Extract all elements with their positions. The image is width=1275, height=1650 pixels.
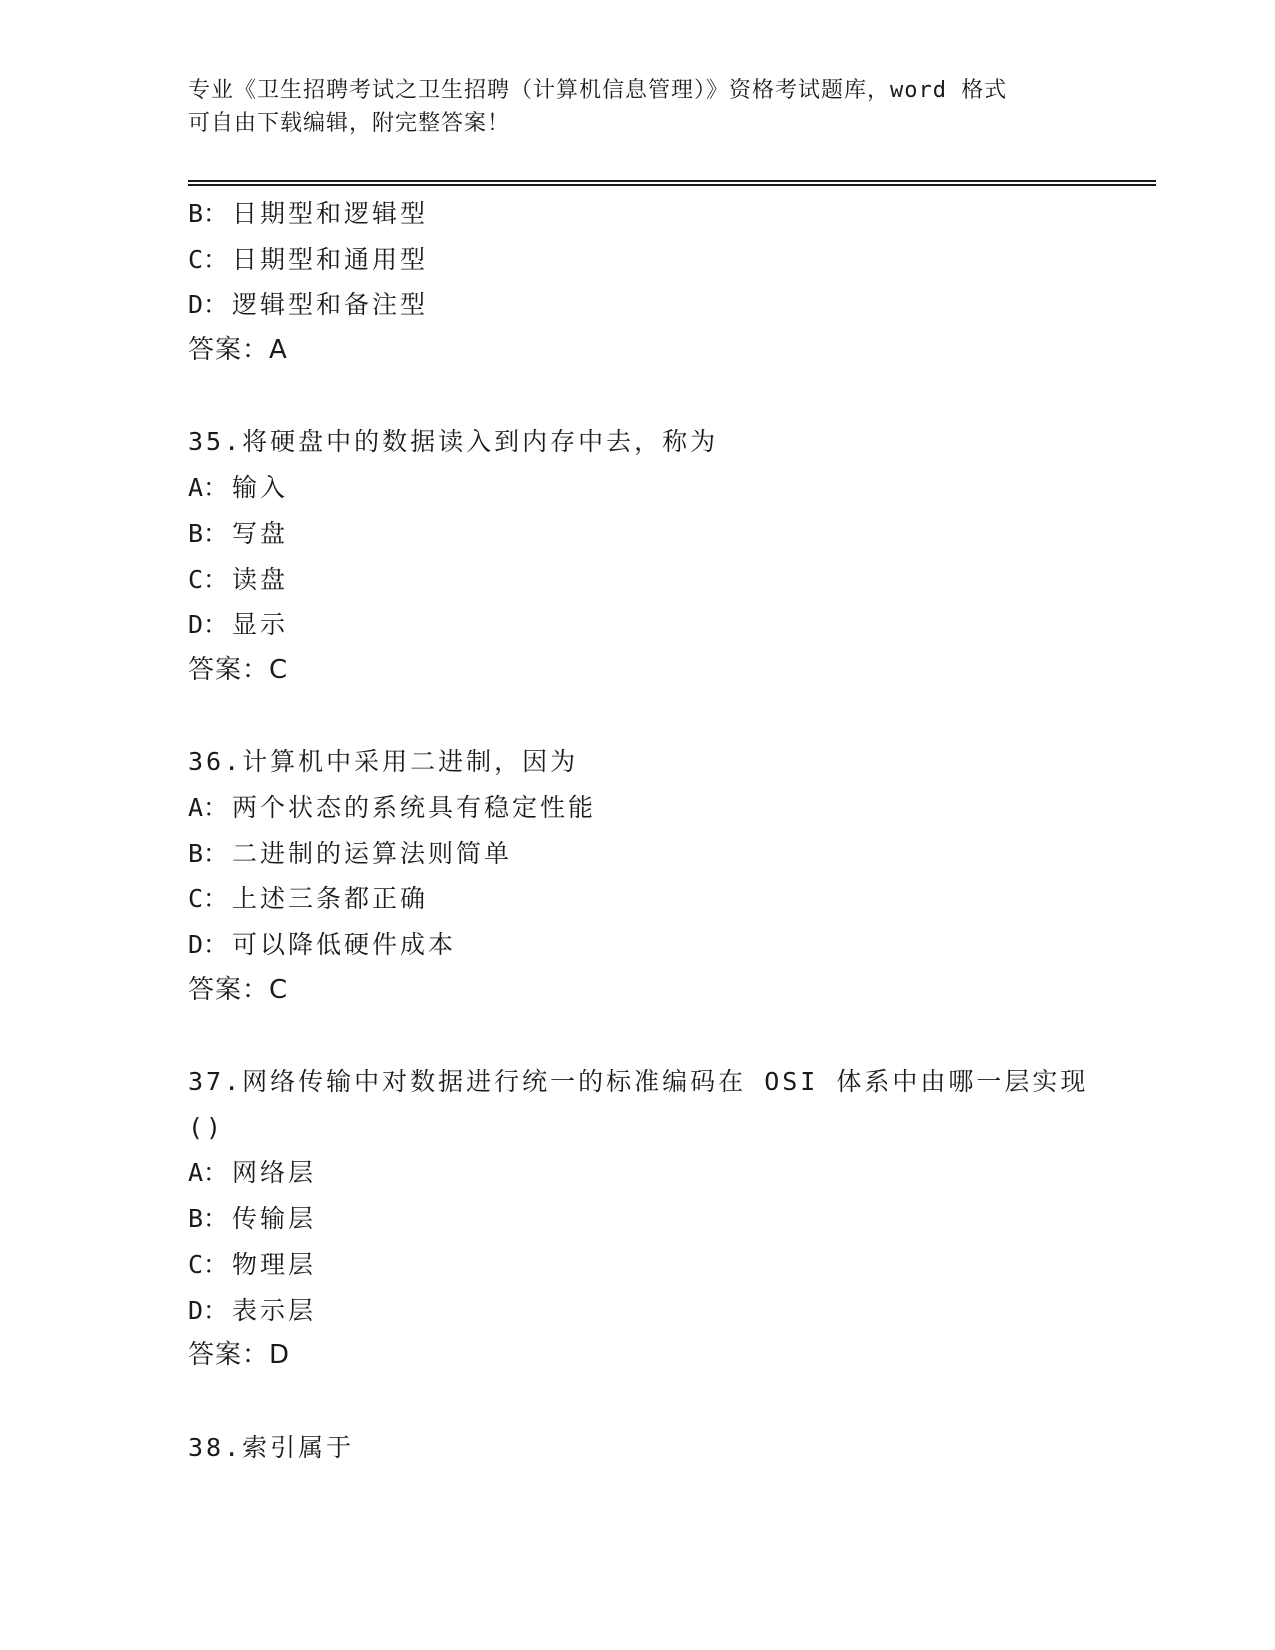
option-letter: A： xyxy=(188,1158,229,1188)
answer: 答案：A xyxy=(188,335,288,366)
option-b xyxy=(188,1196,1088,1242)
option-letter: C： xyxy=(188,1249,229,1279)
spacer xyxy=(188,1379,1088,1425)
document-header xyxy=(188,74,1088,140)
question-text-line-1: 37.网络传输中对数据进行统一的标准编码在 OSI 体系中由哪一层实现 xyxy=(188,1067,1089,1097)
option-text: 二进制的运算法则简单 xyxy=(232,838,513,868)
answer: 答案：C xyxy=(188,654,289,685)
question-38 xyxy=(188,1425,1088,1471)
question-text: 35.将硬盘中的数据读入到内存中去，称为 xyxy=(188,427,719,457)
header-line-1: 专业《卫生招聘考试之卫生招聘（计算机信息管理）》资格考试题库，word 格式 xyxy=(188,78,1008,103)
option-a xyxy=(188,1150,1088,1196)
option-text: 输入 xyxy=(232,473,289,503)
option-text: 传输层 xyxy=(232,1204,317,1234)
option-letter: A： xyxy=(188,792,229,822)
option-d xyxy=(188,922,1088,968)
option-letter: C： xyxy=(188,884,229,914)
spacer xyxy=(188,374,1088,420)
option-d xyxy=(188,1288,1088,1334)
question-text: 36.计算机中采用二进制，因为 xyxy=(188,747,579,777)
spacer xyxy=(188,694,1088,740)
question-36 xyxy=(188,739,1088,1013)
header-divider-bottom xyxy=(188,184,1156,186)
question-text-line-2: () xyxy=(188,1112,225,1142)
option-c xyxy=(188,557,1088,603)
question-35 xyxy=(188,419,1088,693)
option-text: 可以降低硬件成本 xyxy=(232,930,457,959)
option-text: 显示 xyxy=(232,610,289,640)
option-letter: B： xyxy=(188,1204,229,1234)
question-text: 38.索引属于 xyxy=(188,1432,355,1462)
option-c xyxy=(188,876,1088,922)
question-34-continued xyxy=(188,191,1088,374)
option-b xyxy=(188,831,1088,877)
answer: 答案：C xyxy=(188,974,289,1005)
option-c xyxy=(188,1242,1088,1288)
option-a xyxy=(188,785,1088,831)
option-letter: B： xyxy=(188,518,229,548)
option-letter: B： xyxy=(188,199,229,228)
option-text: 日期型和通用型 xyxy=(232,244,429,274)
option-c xyxy=(188,237,1088,283)
option-letter: A： xyxy=(188,473,229,503)
option-b xyxy=(188,191,1088,237)
header-divider-top xyxy=(188,180,1156,182)
option-text: 日期型和逻辑型 xyxy=(232,199,429,228)
option-text: 两个状态的系统具有稳定性能 xyxy=(232,792,597,822)
option-text: 逻辑型和备注型 xyxy=(232,290,429,320)
option-letter: D： xyxy=(188,290,229,320)
question-list xyxy=(188,191,1088,1470)
option-letter: B： xyxy=(188,838,229,868)
question-37 xyxy=(188,1059,1088,1379)
option-text: 写盘 xyxy=(232,518,289,548)
option-letter: D： xyxy=(188,1295,229,1325)
option-text: 网络层 xyxy=(232,1158,317,1188)
option-letter: C： xyxy=(188,244,229,274)
option-letter: D： xyxy=(188,610,229,640)
option-d xyxy=(188,282,1088,328)
option-letter: C： xyxy=(188,564,229,594)
option-text: 物理层 xyxy=(232,1249,317,1279)
answer: 答案：D xyxy=(188,1340,291,1371)
option-a xyxy=(188,465,1088,511)
option-text: 读盘 xyxy=(232,564,289,594)
option-letter: D： xyxy=(188,930,229,959)
header-line-2: 可自由下载编辑，附完整答案！ xyxy=(188,111,511,136)
option-text: 表示层 xyxy=(232,1295,317,1325)
option-b xyxy=(188,511,1088,557)
option-text: 上述三条都正确 xyxy=(232,884,429,914)
option-d xyxy=(188,602,1088,648)
spacer xyxy=(188,1013,1088,1059)
